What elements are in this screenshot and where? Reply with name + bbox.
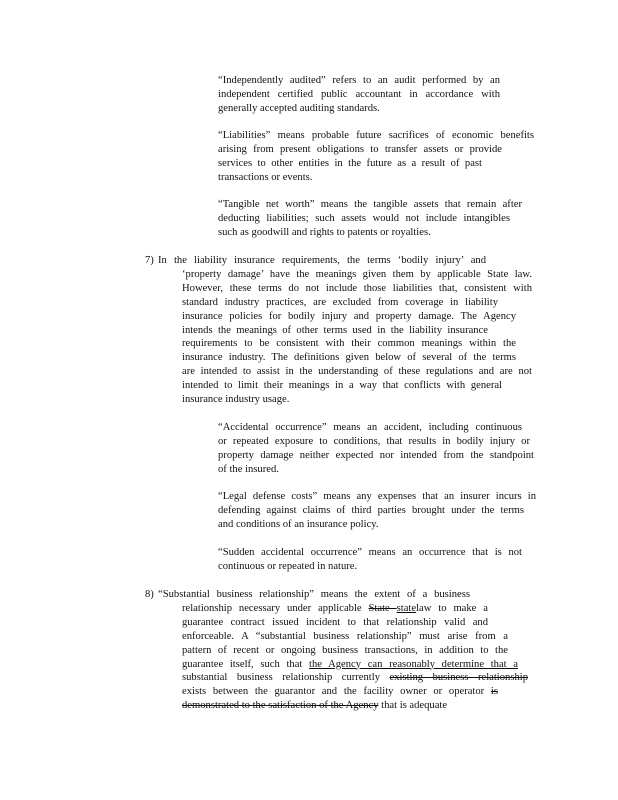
text-line: insurance policies for bodily injury and property damage. The Agency bbox=[182, 310, 516, 322]
text-line: independent certified public accountant in accordance with bbox=[218, 88, 500, 100]
item-8-paragraph bbox=[158, 588, 528, 713]
definition-legal-defense-costs bbox=[218, 490, 536, 532]
text-line: transactions or events. bbox=[218, 171, 313, 183]
text-line: are intended to assist in the understanding of these regulations and are not bbox=[182, 366, 532, 378]
text-line: “Substantial business relationship” means the extent of a business bbox=[158, 589, 470, 600]
text-line: intended to limit their meanings in a way that conflicts with general bbox=[182, 380, 502, 392]
text-line: However, these terms do not include those liabilities that, consistent with bbox=[182, 282, 532, 294]
definition-accidental-occurrence bbox=[218, 421, 534, 477]
text-line: ‘property damage’ have the meanings given them by applicable State law. bbox=[182, 268, 532, 280]
text-segment: law to make a bbox=[416, 602, 489, 614]
text-line: “Sudden accidental occurrence” means an occurrence that is not bbox=[218, 547, 522, 558]
text-line: services to other entities in the future as a result of past bbox=[218, 157, 482, 169]
text-line: of the insured. bbox=[218, 463, 279, 475]
text-line: deducting liabilities; such assets would not include intangibles bbox=[218, 212, 510, 224]
text-line: standard industry practices, are excluded from coverage in liability bbox=[182, 296, 498, 308]
definition-independently-audited bbox=[218, 74, 500, 116]
text-line bbox=[182, 602, 488, 616]
text-line bbox=[182, 699, 518, 713]
text-line: and conditions of an insurance policy. bbox=[218, 518, 379, 530]
text-line: defending against claims of third parties brought under the terms bbox=[218, 504, 524, 516]
text-line: “Accidental occurrence” means an accident, including continuous bbox=[218, 422, 522, 433]
text-line: intends the meanings of other terms used in the liability insurance bbox=[182, 324, 488, 336]
text-line bbox=[182, 685, 498, 699]
item-number: 8) bbox=[145, 589, 154, 600]
text-line: guarantee contract issued incident to that relationship valid and bbox=[182, 616, 488, 628]
text-line: “Liabilities” means probable future sacrifices of economic benefits bbox=[218, 130, 534, 141]
text-line: continuous or repeated in nature. bbox=[218, 560, 358, 572]
text-line: pattern of recent or ongoing business transactions, in addition to the bbox=[182, 644, 508, 656]
text-line: or repeated exposure to conditions, that results in bodily injury or bbox=[218, 435, 530, 447]
item-7-paragraph bbox=[158, 254, 532, 407]
text-line: “Legal defense costs” means any expenses that an insurer incurs in bbox=[218, 491, 536, 502]
text-line: enforceable. A “substantial business relationship” must arise from a bbox=[182, 630, 508, 642]
text-line: arising from present obligations to transfer assets or provide bbox=[218, 143, 502, 155]
text-line: such as goodwill and rights to patents or royalties. bbox=[218, 226, 431, 238]
text-line: In the liability insurance requirements, the terms ‘bodily injury’ and bbox=[158, 255, 486, 266]
text-line: “Tangible net worth” means the tangible assets that remain after bbox=[218, 199, 522, 210]
inserted-text: the Agency can reasonably determine that a bbox=[309, 658, 518, 670]
struck-text: existing business relationship bbox=[389, 672, 528, 684]
text-line: requirements to be consistent with their common meanings within the bbox=[182, 338, 516, 350]
text-segment: substantial business relationship currently bbox=[182, 672, 390, 684]
text-line: insurance industry usage. bbox=[182, 394, 290, 406]
text-line: insurance industry. The definitions given below of several of the terms bbox=[182, 352, 516, 364]
text-line bbox=[182, 658, 518, 672]
text-line: generally accepted auditing standards. bbox=[218, 102, 380, 114]
struck-text: demonstrated to the satisfaction of the Agency bbox=[182, 700, 379, 712]
text-segment: that is adequate bbox=[378, 700, 448, 712]
item-number: 7) bbox=[145, 255, 154, 266]
struck-text: State bbox=[368, 602, 397, 614]
inserted-text: state bbox=[396, 602, 417, 614]
definition-liabilities bbox=[218, 129, 534, 185]
text-segment: relationship necessary under applicable bbox=[182, 602, 369, 614]
text-segment: guarantee itself, such that bbox=[182, 658, 310, 670]
definition-tangible-net-worth bbox=[218, 198, 522, 240]
text-line: “Independently audited” refers to an audit performed by an bbox=[218, 75, 500, 86]
definition-sudden-accidental-occurrence bbox=[218, 546, 522, 574]
text-line: property damage neither expected nor intended from the standpoint bbox=[218, 449, 534, 461]
text-segment: exists between the guarantor and the facility owner or operator bbox=[182, 686, 491, 698]
text-line bbox=[182, 671, 528, 685]
struck-text: is bbox=[490, 686, 498, 698]
